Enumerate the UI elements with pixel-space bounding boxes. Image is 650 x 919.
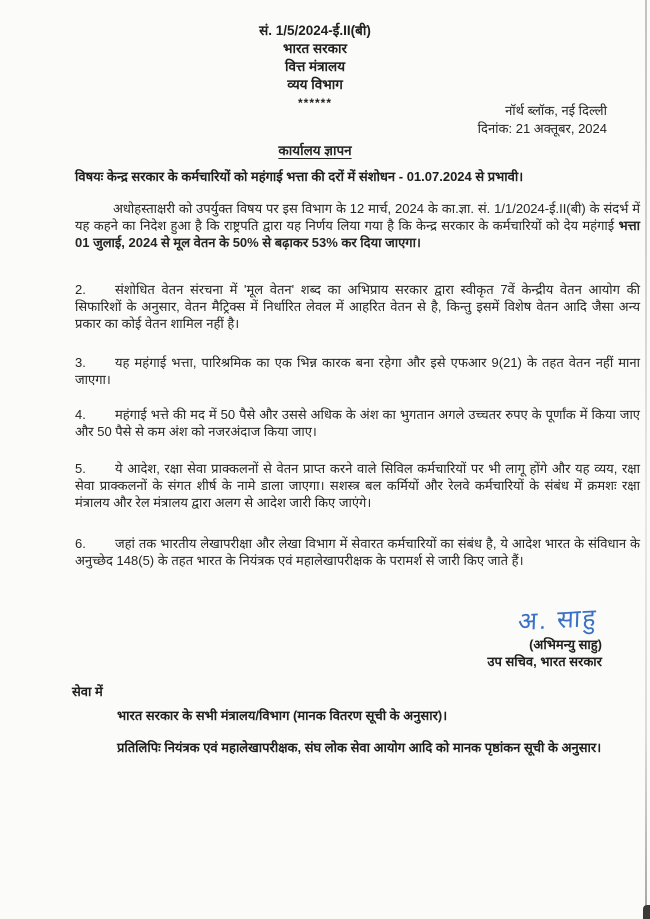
date-line: दिनांक: 21 अक्तूबर, 2024: [477, 121, 607, 136]
paragraph-4: [75, 406, 640, 440]
org-line-department: व्यय विभाग: [287, 77, 343, 92]
divider-stars: ******: [297, 96, 333, 110]
letterhead: [0, 22, 630, 112]
paragraph-4-number: 4.: [75, 407, 86, 422]
addressee-block: [72, 683, 650, 756]
paragraph-5: [75, 460, 640, 511]
to-label: सेवा में: [72, 684, 103, 699]
signatory-name: (अभिमन्यु साहु): [529, 637, 602, 652]
paragraph-3-number: 3.: [75, 355, 86, 370]
document-title: [0, 141, 630, 159]
paragraph-6: [75, 535, 640, 569]
paragraph-6-text: जहां तक भारतीय लेखापरीक्षा और लेखा विभाग में सेवारत कर्मचारियों का संबंध है, ये आदेश भारत के संविधान के अनुच्छेद 148(5) के तहत भारत के नियंत्रक एवं महालेखापरीक्षक के परामर्श से जारी किए जाते हैं।: [75, 536, 640, 568]
paragraph-5-number: 5.: [75, 461, 86, 476]
place-line: नॉर्थ ब्लॉक, नई दिल्ली: [505, 103, 607, 118]
copy-line: प्रतिलिपिः नियंत्रक एवं महालेखापरीक्षक, संघ लोक सेवा आयोग आदि को मानक पृष्ठांकन सूची के अनुसार।: [117, 740, 602, 755]
scan-corner-mark: [643, 905, 650, 919]
org-line-ministry: वित्त मंत्रालय: [284, 59, 346, 74]
paragraph-6-number: 6.: [75, 536, 86, 551]
document-title-text: कार्यालय ज्ञापन: [278, 143, 352, 158]
signatory-designation: उप सचिव, भारत सरकार: [487, 654, 602, 669]
paragraph-2-text: संशोधित वेतन संरचना में 'मूल वेतन' शब्द का अभिप्राय सरकार द्वारा स्वीकृत 7वें केन्द्रीय वेतन आयोग की सिफारिशों के अनुसार, वेतन मैट्रिक्स में निर्धारित लेवल में आहरित वेतन से है, किन्तु इसमें विशेष वेतन आदि जैसा अन्य प्रकार का कोई वेतन शामिल नहीं है।: [75, 282, 640, 331]
paragraph-2: [75, 281, 640, 332]
to-line: भारत सरकार के सभी मंत्रालय/विभाग (मानक वितरण सूची के अनुसार)।: [117, 708, 448, 723]
paragraph-1: [75, 200, 640, 251]
paragraph-5-text: ये आदेश, रक्षा सेवा प्राक्कलनों से वेतन प्राप्त करने वाले सिविल कर्मचारियों पर भी लागू होंगे और यह व्यय, रक्षा सेवा प्राक्कलनों के संगत शीर्ष के नामे डाला जाएगा। सशस्त्र बल कर्मियों और रेलवे कर्मचारियों के संबंध में क्रमशः रक्षा मंत्रालय और रेल मंत्रालय द्वारा अलग से आदेश जारी किए जाएंगे।: [75, 461, 640, 510]
document-body: [75, 168, 640, 569]
signature-block: [0, 603, 650, 670]
paragraph-3: [75, 354, 640, 388]
paragraph-1-bold-text: भत्ता 01 जुलाई, 2024 से मूल वेतन के 50% से बढ़ाकर 53% कर दिया जाएगा।: [75, 218, 640, 250]
handwritten-signature: अ. साहु: [517, 603, 599, 637]
org-line-government: भारत सरकार: [283, 41, 347, 56]
paragraph-1-text: अधोहस्ताक्षरी को उपर्युक्त विषय पर इस विभाग के 12 मार्च, 2024 के का.ज्ञा. सं. 1/1/2024-ई.II(बी) के संदर्भ में यह कहने का निदेश हुआ है कि राष्ट्रपति द्वारा यह निर्णय लिया गया है कि केन्द्र सरकार के कर्मचारियों को देय महंगाई: [75, 201, 640, 233]
reference-number: सं. 1/5/2024-ई.II(बी): [259, 23, 371, 38]
scan-edge-line: [645, 0, 647, 919]
paragraph-3-text: यह महंगाई भत्ता, पारिश्रमिक का एक भिन्न कारक बना रहेगा और इसे एफआर 9(21) के तहत वेतन नहीं माना जाएगा।: [75, 355, 640, 387]
subject-line: विषयः केन्द्र सरकार के कर्मचारियों को महंगाई भत्ता की दरों में संशोधन - 01.07.2024 से प्रभावी।: [75, 169, 524, 184]
paragraph-4-text: महंगाई भत्ते की मद में 50 पैसे और उससे अधिक के अंश का भुगतान अगले उच्चतर रुपए के पूर्णांक में किया जाए और 50 पैसे से कम अंश को नजरअंदाज किया जाए।: [75, 407, 640, 439]
paragraph-2-number: 2.: [75, 282, 86, 297]
